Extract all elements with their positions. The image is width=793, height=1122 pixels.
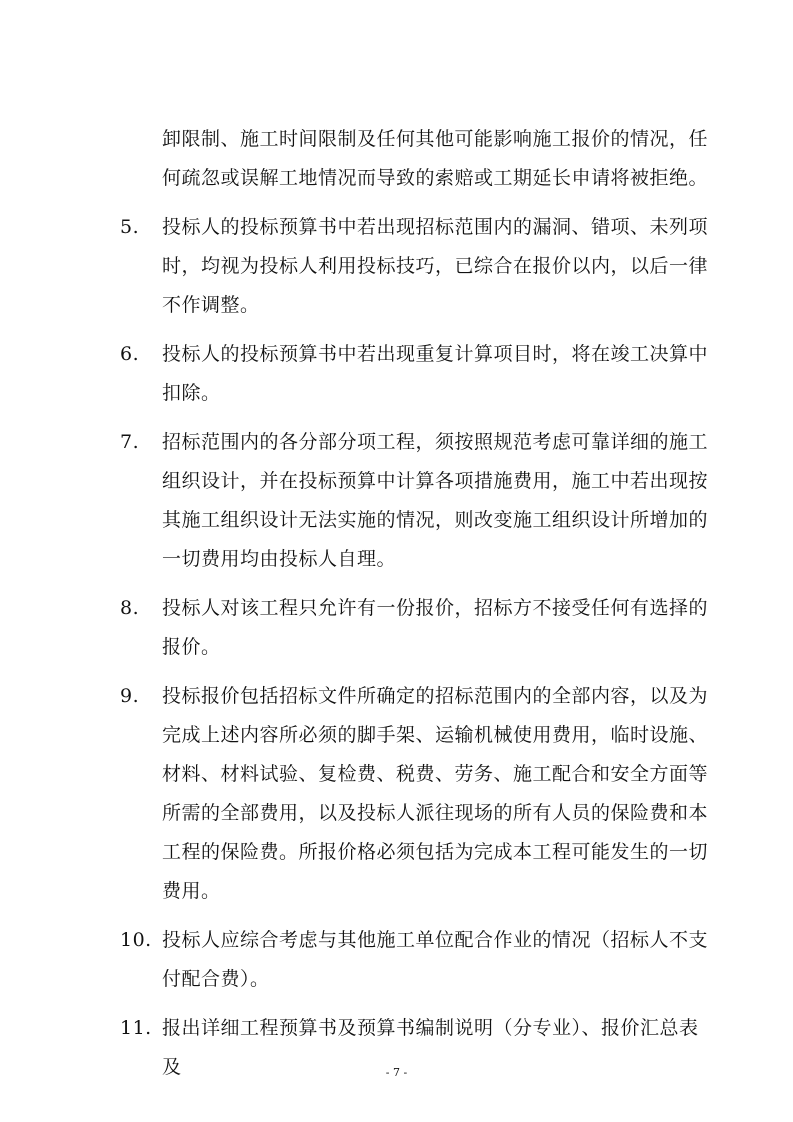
page-number: - 7 - [385,1066,408,1079]
list-item-9 [120,677,710,911]
page-body [120,120,710,1087]
item-number: 9. [120,685,140,707]
item-text: 报出详细工程预算书及预算书编制说明（分专业）、报价汇总表及 [162,1017,699,1078]
list-item-8 [120,589,710,667]
item-number: 10. [120,929,152,951]
item-text: 投标报价包括招标文件所确定的招标范围内的全部内容，以及为完成上述内容所必须的脚手架、运输机械使用费用，临时设施、材料、材料试验、复检费、税费、劳务、施工配合和安全方面等所需的全部费用，以及投标人派往现场的所有人员的保险费和本工程的保险费。所报价格必须包括为完成本工程可能发生的一切费用。 [162,685,709,902]
item-text: 投标人应综合考虑与其他施工单位配合作业的情况（招标人不支付配合费）。 [162,929,709,990]
list-item-7 [120,423,710,579]
item-text: 投标人的投标预算书中若出现重复计算项目时，将在竣工决算中扣除。 [162,343,709,404]
list-item-6 [120,335,710,413]
list-item-5 [120,208,710,325]
item-number: 6. [120,343,140,365]
item-number: 11. [120,1017,152,1039]
item-text: 投标人对该工程只允许有一份报价，招标方不接受任何有选择的报价。 [162,597,709,658]
item-number: 8. [120,597,140,619]
item-text: 招标范围内的各分部分项工程，须按照规范考虑可靠详细的施工组织设计，并在投标预算中计算各项措施费用，施工中若出现按其施工组织设计无法实施的情况，则改变施工组织设计所增加的一切费用均由投标人自理。 [162,431,709,570]
item-text: 投标人的投标预算书中若出现招标范围内的漏洞、错项、未列项时，均视为投标人利用投标技巧，已综合在报价以内，以后一律不作调整。 [162,216,709,316]
continuation-paragraph: 卸限制、施工时间限制及任何其他可能影响施工报价的情况，任何疏忽或误解工地情况而导致的索赔或工期延长申请将被拒绝。 [162,128,709,189]
list-item-10 [120,921,710,999]
item-number: 5. [120,216,140,238]
item-number: 7. [120,431,140,453]
